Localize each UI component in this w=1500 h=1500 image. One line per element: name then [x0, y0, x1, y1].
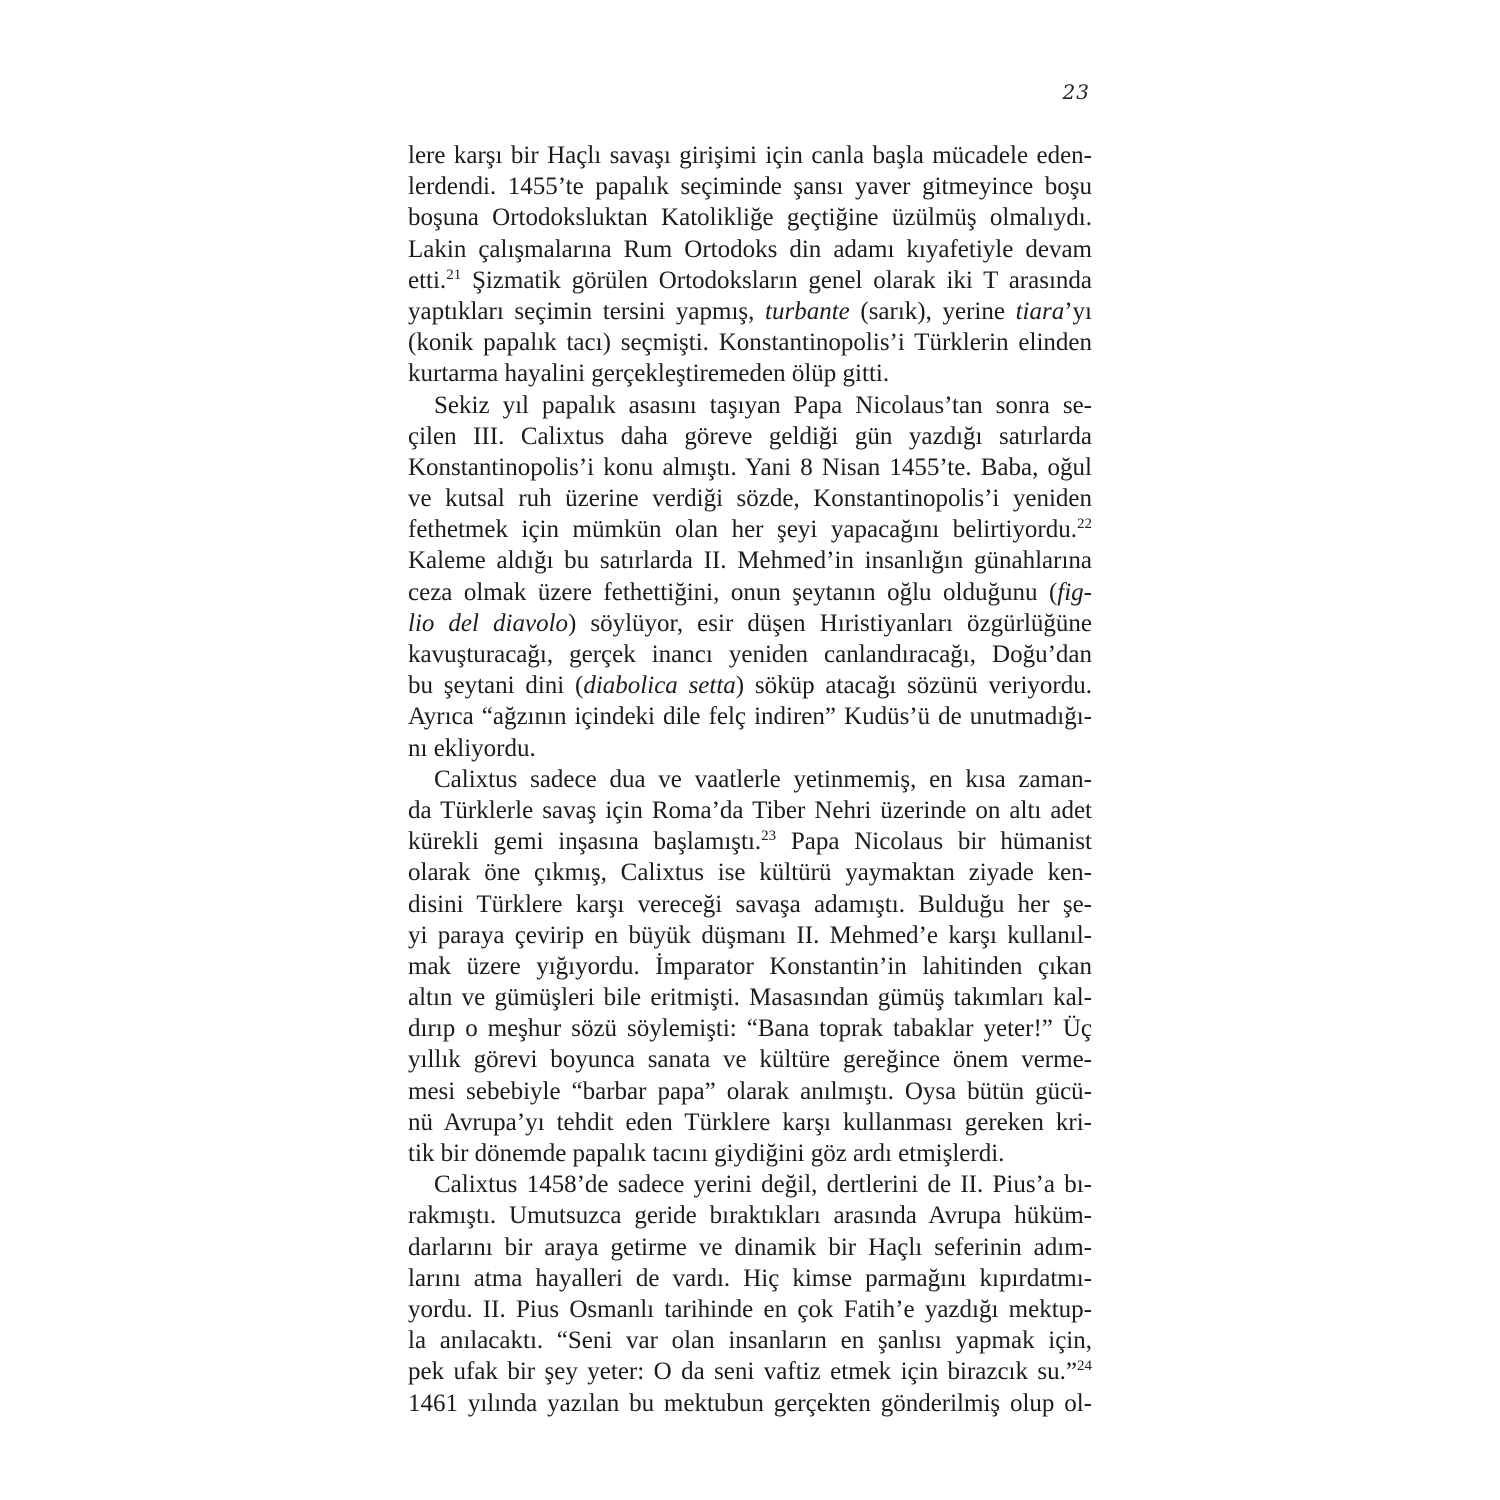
text-line: da Türklerle savaş için Roma’da Tiber Nehri üzerinde on altı adet — [408, 796, 1092, 824]
footnote-reference: 22 — [1077, 516, 1092, 533]
text-line: kurtarma hayalini gerçekleştiremeden ölüp gitti. — [408, 360, 890, 388]
text-line: dırıp o meşhur sözü söylemişti: “Bana toprak tabaklar yeter!” Üç — [408, 1015, 1092, 1043]
italic-term: diabolica setta — [583, 672, 736, 700]
text-line: yordu. II. Pius Osmanlı tarihinde en çok Fatih’e yazdığı mektup- — [408, 1295, 1092, 1323]
text-line: pek ufak bir şey yeter: O da seni vaftiz etmek için birazcık su.”$^{24}$ — [408, 1358, 1092, 1386]
text-line: (konik papalık tacı) seçmişti. Konstantinopolis’i Türklerin elinden — [408, 329, 1092, 357]
text-line: nı ekliyordu. — [408, 734, 536, 762]
text-line: olarak öne çıkmış, Calixtus ise kültürü yaymaktan ziyade ken- — [408, 859, 1092, 887]
text-line: çilen III. Calixtus daha göreve geldiği gün yazdığı satırlarda — [408, 422, 1092, 450]
text-line: mak üzere yığıyordu. İmparator Konstantin’in lahitinden çıkan — [408, 952, 1092, 980]
paragraph — [408, 390, 1092, 764]
text-line: fethetmek için mümkün olan her şeyi yapacağını belirtiyordu.$^{22}$ — [408, 516, 1092, 544]
text-line: lio del diavolo) söylüyor, esir düşen Hıristiyanları özgürlüğüne — [408, 609, 1092, 637]
text-line: Calixtus 1458’de sadece yerini değil, dertlerini de II. Pius’a bı- — [434, 1171, 1092, 1199]
text-line: Kaleme aldığı bu satırlarda II. Mehmed’in insanlığın günahlarına — [408, 547, 1092, 575]
text-line: yaptıkları seçimin tersini yapmış, turbante (sarık), yerine tiara’yı — [408, 297, 1092, 325]
text-line: tik bir dönemde papalık tacını giydiğini göz ardı etmişlerdi. — [408, 1140, 1005, 1167]
italic-term: lio del diavolo — [408, 609, 569, 637]
text-line: etti.$^{21}$ Şizmatik görülen Ortodoksların genel olarak iki T arasında — [408, 266, 1092, 294]
text-line: Calixtus sadece dua ve vaatlerle yetinmemiş, en kısa zaman- — [434, 765, 1092, 793]
text-line: larını atma hayalleri de vardı. Hiç kimse parmağını kıpırdatmı- — [408, 1264, 1092, 1292]
text-line: darlarını bir araya getirme ve dinamik bir Haçlı seferinin adım- — [408, 1233, 1092, 1261]
footnote-reference: 23 — [761, 828, 777, 845]
text-line: ceza olmak üzere fethettiğini, onun şeytanın oğlu olduğunu (fig- — [408, 578, 1092, 606]
text-line: lerdendi. 1455’te papalık seçiminde şansı yaver gitmeyince boşu — [408, 173, 1092, 201]
text-line: Konstantinopolis’i konu almıştı. Yani 8 Nisan 1455’te. Baba, oğul — [408, 453, 1092, 481]
footnote-reference: 21 — [446, 266, 462, 283]
text-line: nü Avrupa’yı tehdit eden Türklere karşı kullanması gereken kri- — [408, 1108, 1092, 1136]
body-text — [408, 140, 1092, 1419]
italic-term: tiara — [1015, 297, 1065, 325]
text-line: Ayrıca “ağzının içindeki dile felç indiren” Kudüs’ü de unutmadığı- — [408, 703, 1092, 731]
text-line: 1461 yılında yazılan bu mektubun gerçekten gönderilmiş olup ol- — [408, 1389, 1092, 1417]
text-line: rakmıştı. Umutsuzca geride bıraktıkları arasında Avrupa hüküm- — [408, 1202, 1092, 1230]
paragraph — [408, 764, 1092, 1169]
footnote-reference: 24 — [1077, 1358, 1092, 1375]
text-line: kürekli gemi inşasına başlamıştı.$^{23}$ Papa Nicolaus bir hümanist — [408, 828, 1092, 856]
italic-term: turbante — [765, 297, 850, 325]
text-line: Sekiz yıl papalık asasını taşıyan Papa Nicolaus’tan sonra se- — [434, 391, 1092, 419]
text-line: Lakin çalışmalarına Rum Ortodoks din adamı kıyafetiyle devam — [408, 235, 1092, 263]
text-line: la anılacaktı. “Seni var olan insanların en şanlısı yapmak için, — [408, 1327, 1092, 1355]
text-line: kavuşturacağı, gerçek inancı yeniden canlandıracağı, Doğu’dan — [408, 641, 1092, 668]
paragraph — [408, 1169, 1092, 1419]
text-line: yıllık görevi boyunca sanata ve kültüre gereğince önem verme- — [408, 1046, 1092, 1074]
text-line: ve kutsal ruh üzerine verdiği sözde, Konstantinopolis’i yeniden — [408, 485, 1092, 513]
text-line: bu şeytani dini (diabolica setta) söküp atacağı sözünü veriyordu. — [408, 672, 1092, 700]
text-line: yi paraya çevirip en büyük düşmanı II. Mehmed’e karşı kullanıl- — [408, 921, 1092, 949]
italic-term: fig- — [1057, 578, 1092, 606]
text-line: mesi sebebiyle “barbar papa” olarak anılmıştı. Oysa bütün gücü- — [408, 1077, 1092, 1105]
page-number: 23 — [1062, 80, 1090, 104]
paragraph — [408, 140, 1092, 390]
text-line: disini Türklere karşı vereceği savaşa adamıştı. Bulduğu her şe- — [408, 890, 1092, 918]
text-line: lere karşı bir Haçlı savaşı girişimi için canla başla mücadele eden- — [408, 142, 1092, 169]
text-line: boşuna Ortodoksluktan Katolikliğe geçtiğine üzülmüş olmalıydı. — [408, 204, 1092, 232]
text-line: altın ve gümüşleri bile eritmişti. Masasından gümüş takımları kal- — [408, 984, 1092, 1012]
